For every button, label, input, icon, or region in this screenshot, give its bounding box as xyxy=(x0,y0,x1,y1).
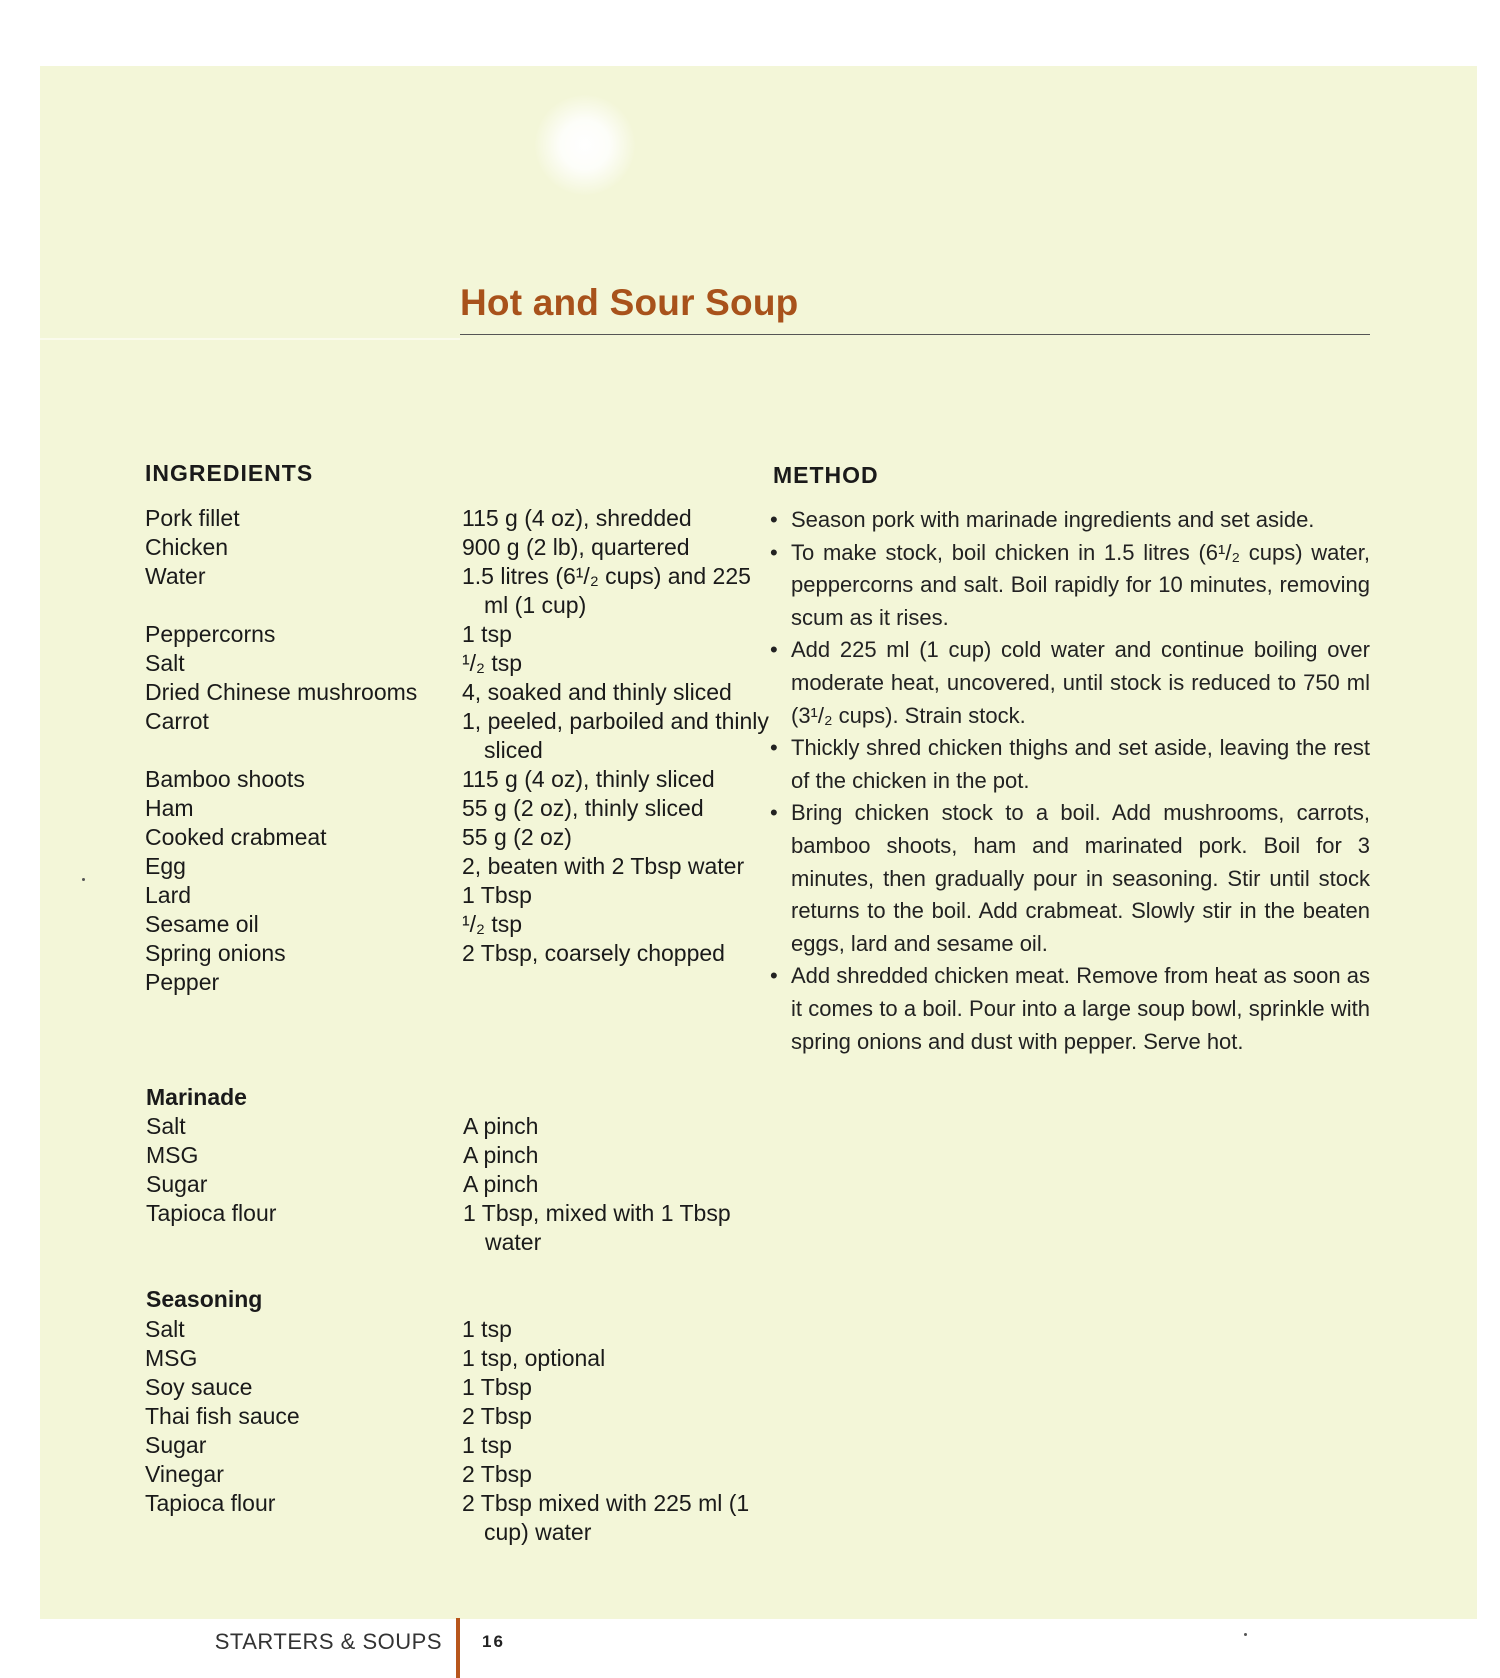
ingredient-row xyxy=(145,881,774,910)
method-step: • To make stock, boil chicken in 1.5 litres (6¹/₂ cups) water, peppercorns and salt. Boil rapidly for 10 minutes, removing scum as it rises. xyxy=(770,537,1370,635)
ingredient-quantity: 1, peeled, parboiled and thinly sliced xyxy=(462,708,769,763)
ingredient-quantity: 115 g (4 oz), thinly sliced xyxy=(462,766,715,792)
ingredient-quantity: 2, beaten with 2 Tbsp water xyxy=(462,853,745,879)
ingredient-quantity: 4, soaked and thinly sliced xyxy=(462,679,732,705)
ingredient-name: Bamboo shoots xyxy=(145,766,305,792)
ingredient-row xyxy=(145,852,774,881)
light-glare xyxy=(535,95,635,195)
seasoning-heading: Seasoning xyxy=(146,1286,263,1312)
ingredient-row xyxy=(145,765,774,794)
ingredient-quantity: 1.5 litres (6¹/₂ cups) and 225 ml (1 cup) xyxy=(462,563,751,618)
ingredient-name: Cooked crabmeat xyxy=(145,824,327,850)
ingredient-quantity: 2 Tbsp xyxy=(462,1403,532,1429)
ingredient-name: Peppercorns xyxy=(145,621,276,647)
seasoning-list xyxy=(145,1315,774,1547)
ingredients-list xyxy=(145,504,774,995)
ingredient-name: Water xyxy=(145,563,206,589)
seasoning-row xyxy=(145,1373,774,1402)
ingredient-name: Carrot xyxy=(145,708,209,734)
ingredient-row xyxy=(145,504,774,533)
scan-speck xyxy=(1244,1633,1247,1636)
ingredient-name: Sesame oil xyxy=(145,911,259,937)
ingredient-name: Pepper xyxy=(145,969,220,995)
method-list xyxy=(770,504,1370,1058)
marinade-row xyxy=(146,1112,775,1141)
ingredient-row xyxy=(145,794,774,823)
ingredient-row xyxy=(145,939,774,968)
ingredient-quantity: 1 tsp xyxy=(462,621,512,647)
ingredient-quantity: A pinch xyxy=(463,1142,539,1168)
ingredient-name: Ham xyxy=(145,795,194,821)
ingredient-quantity: 1 tsp xyxy=(462,1432,512,1458)
ingredient-name: Dried Chinese mushrooms xyxy=(145,679,418,705)
ingredient-row xyxy=(145,620,774,649)
ingredient-row xyxy=(145,910,774,939)
faint-divider xyxy=(40,338,460,340)
seasoning-row xyxy=(145,1402,774,1431)
ingredient-quantity: A pinch xyxy=(463,1113,539,1139)
footer-divider-bar xyxy=(456,1618,460,1678)
ingredient-quantity: 115 g (4 oz), shredded xyxy=(462,505,692,531)
ingredient-quantity: 1 tsp, optional xyxy=(462,1345,606,1371)
ingredient-row xyxy=(145,533,774,562)
ingredient-name: MSG xyxy=(146,1142,199,1168)
ingredient-name: Tapioca flour xyxy=(146,1200,277,1226)
ingredient-quantity: 2 Tbsp mixed with 225 ml (1 cup) water xyxy=(462,1490,750,1545)
ingredient-name: Soy sauce xyxy=(145,1374,253,1400)
marinade-list xyxy=(146,1112,775,1257)
ingredient-row xyxy=(145,707,774,765)
ingredient-quantity: 55 g (2 oz), thinly sliced xyxy=(462,795,704,821)
method-step: • Thickly shred chicken thighs and set aside, leaving the rest of the chicken in the pot. xyxy=(770,732,1370,797)
seasoning-row xyxy=(145,1489,774,1547)
ingredient-quantity: ¹/₂ tsp xyxy=(462,911,523,937)
ingredient-name: Chicken xyxy=(145,534,229,560)
footer-section-label: STARTERS & SOUPS xyxy=(214,1629,442,1654)
method-step: • Bring chicken stock to a boil. Add mushrooms, carrots, bamboo shoots, ham and marinated pork. Boil for 3 minutes, then gradually pour in seasoning. Stir until stock returns to the boil. Add crabmeat. Slowly stir in the beaten eggs, lard and sesame oil. xyxy=(770,797,1370,960)
ingredient-name: Spring onions xyxy=(145,940,286,966)
ingredient-name: Sugar xyxy=(146,1171,208,1197)
page-number: 16 xyxy=(482,1632,505,1651)
recipe-title: Hot and Sour Soup xyxy=(460,282,799,323)
ingredient-quantity: 900 g (2 lb), quartered xyxy=(462,534,690,560)
ingredient-name: Salt xyxy=(145,1316,185,1342)
ingredient-name: Tapioca flour xyxy=(145,1490,276,1516)
ingredient-quantity: 1 Tbsp xyxy=(462,1374,532,1400)
ingredient-quantity: 1 tsp xyxy=(462,1316,512,1342)
marinade-heading: Marinade xyxy=(146,1084,247,1110)
ingredient-name: MSG xyxy=(145,1345,198,1371)
ingredient-name: Thai fish sauce xyxy=(145,1403,300,1429)
marinade-row xyxy=(146,1170,775,1199)
seasoning-row xyxy=(145,1431,774,1460)
ingredient-name: Salt xyxy=(146,1113,186,1139)
method-heading: METHOD xyxy=(773,462,879,488)
ingredient-name: Vinegar xyxy=(145,1461,224,1487)
method-step: • Add 225 ml (1 cup) cold water and continue boiling over moderate heat, uncovered, until stock is reduced to 750 ml (3¹/₂ cups). Strain stock. xyxy=(770,634,1370,732)
ingredient-row xyxy=(145,562,774,620)
ingredients-heading: INGREDIENTS xyxy=(145,460,314,486)
ingredient-name: Egg xyxy=(145,853,186,879)
method-step: • Add shredded chicken meat. Remove from heat as soon as it comes to a boil. Pour into a large soup bowl, sprinkle with spring onions and dust with pepper. Serve hot. xyxy=(770,960,1370,1058)
seasoning-row xyxy=(145,1344,774,1373)
ingredient-row xyxy=(145,823,774,852)
marinade-row xyxy=(146,1199,775,1257)
method-step: • Season pork with marinade ingredients and set aside. xyxy=(770,504,1370,537)
ingredient-name: Sugar xyxy=(145,1432,207,1458)
ingredient-quantity: 2 Tbsp xyxy=(462,1461,532,1487)
marinade-row xyxy=(146,1141,775,1170)
seasoning-row xyxy=(145,1460,774,1489)
ingredient-name: Lard xyxy=(145,882,192,908)
ingredient-quantity: ¹/₂ tsp xyxy=(462,650,523,676)
ingredient-quantity: A pinch xyxy=(463,1171,539,1197)
seasoning-row xyxy=(145,1315,774,1344)
title-underline xyxy=(460,334,1370,335)
ingredient-name: Salt xyxy=(145,650,185,676)
ingredient-row xyxy=(145,678,774,707)
ingredient-quantity: 55 g (2 oz) xyxy=(462,824,572,850)
ingredient-quantity: 2 Tbsp, coarsely chopped xyxy=(462,940,725,966)
ingredient-quantity: 1 Tbsp, mixed with 1 Tbsp water xyxy=(463,1200,731,1255)
ingredient-row xyxy=(145,649,774,678)
scan-speck xyxy=(82,878,85,881)
ingredient-quantity: 1 Tbsp xyxy=(462,882,532,908)
ingredient-name: Pork fillet xyxy=(145,505,240,531)
